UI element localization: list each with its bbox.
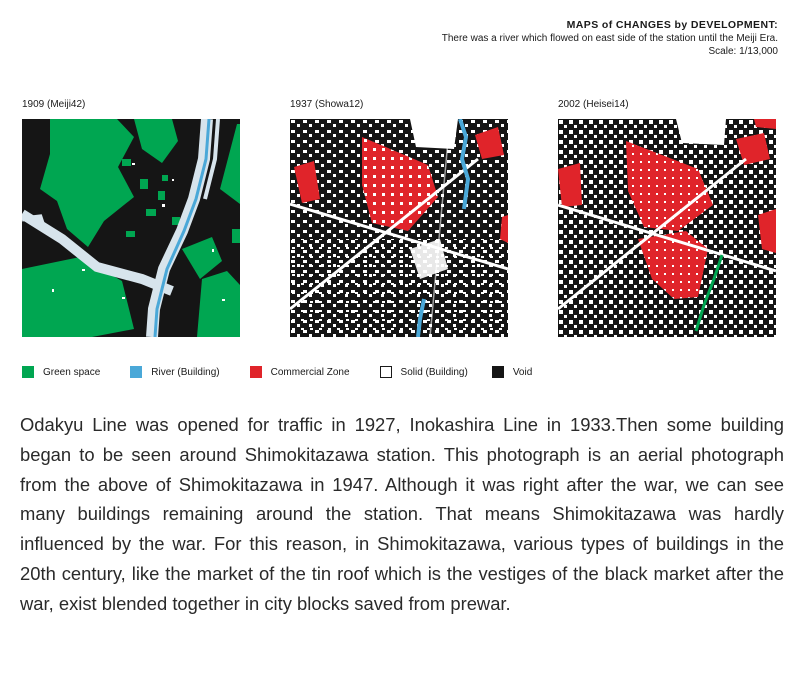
map-1937-drawing xyxy=(290,119,508,337)
map-2002 xyxy=(558,119,776,337)
map-2002-drawing xyxy=(558,119,776,337)
header-title: MAPS of CHANGES by DEVELOPMENT: xyxy=(566,19,778,31)
legend-item-solid xyxy=(380,366,468,378)
legend-label: Void xyxy=(512,366,533,378)
legend-item-river xyxy=(130,366,219,378)
scale-label: Scale: 1/13,000 xyxy=(708,46,778,57)
map-1909 xyxy=(22,119,240,337)
blue-swatch xyxy=(130,366,142,378)
red-swatch xyxy=(250,366,262,378)
legend-label: Green space xyxy=(43,366,101,378)
description-paragraph: Odakyu Line was opened for traffic in 1927, Inokashira Line in 1933.Then some building began to be seen around Shimokitazawa station. This photograph is an aerial photograph from the above of Shimokitazawa in 1947. Although it was right after the war, we can see many buildings remaining around the station. That means Shimokitazawa was hardly influenced by the war. For this reason, in Shimokitazawa, various types of buildings in the 20th century, like the market of the tin roof which is the vestiges of the black market after the war, exist blended together in city blocks saved from prewar. xyxy=(20,414,784,614)
legend-label: Solid (Building) xyxy=(400,366,468,378)
white-swatch xyxy=(380,366,392,378)
map-1937-label: 1937 (Showa12) xyxy=(290,99,364,110)
green-swatch xyxy=(22,366,34,378)
header-subtitle: There was a river which flowed on east side of the station until the Meiji Era. xyxy=(441,33,778,44)
legend-item-green-space xyxy=(22,366,100,378)
legend-label: Commercial Zone xyxy=(270,366,350,378)
legend xyxy=(22,366,562,378)
legend-item-commercial xyxy=(250,366,350,378)
map-1909-label: 1909 (Meiji42) xyxy=(22,99,86,110)
header xyxy=(442,18,778,58)
legend-item-void xyxy=(492,366,532,378)
map-2002-label: 2002 (Heisei14) xyxy=(558,99,629,110)
black-swatch xyxy=(492,366,504,378)
map-1909-drawing xyxy=(22,119,240,337)
map-1937 xyxy=(290,119,508,337)
legend-label: River (Building) xyxy=(151,366,220,378)
